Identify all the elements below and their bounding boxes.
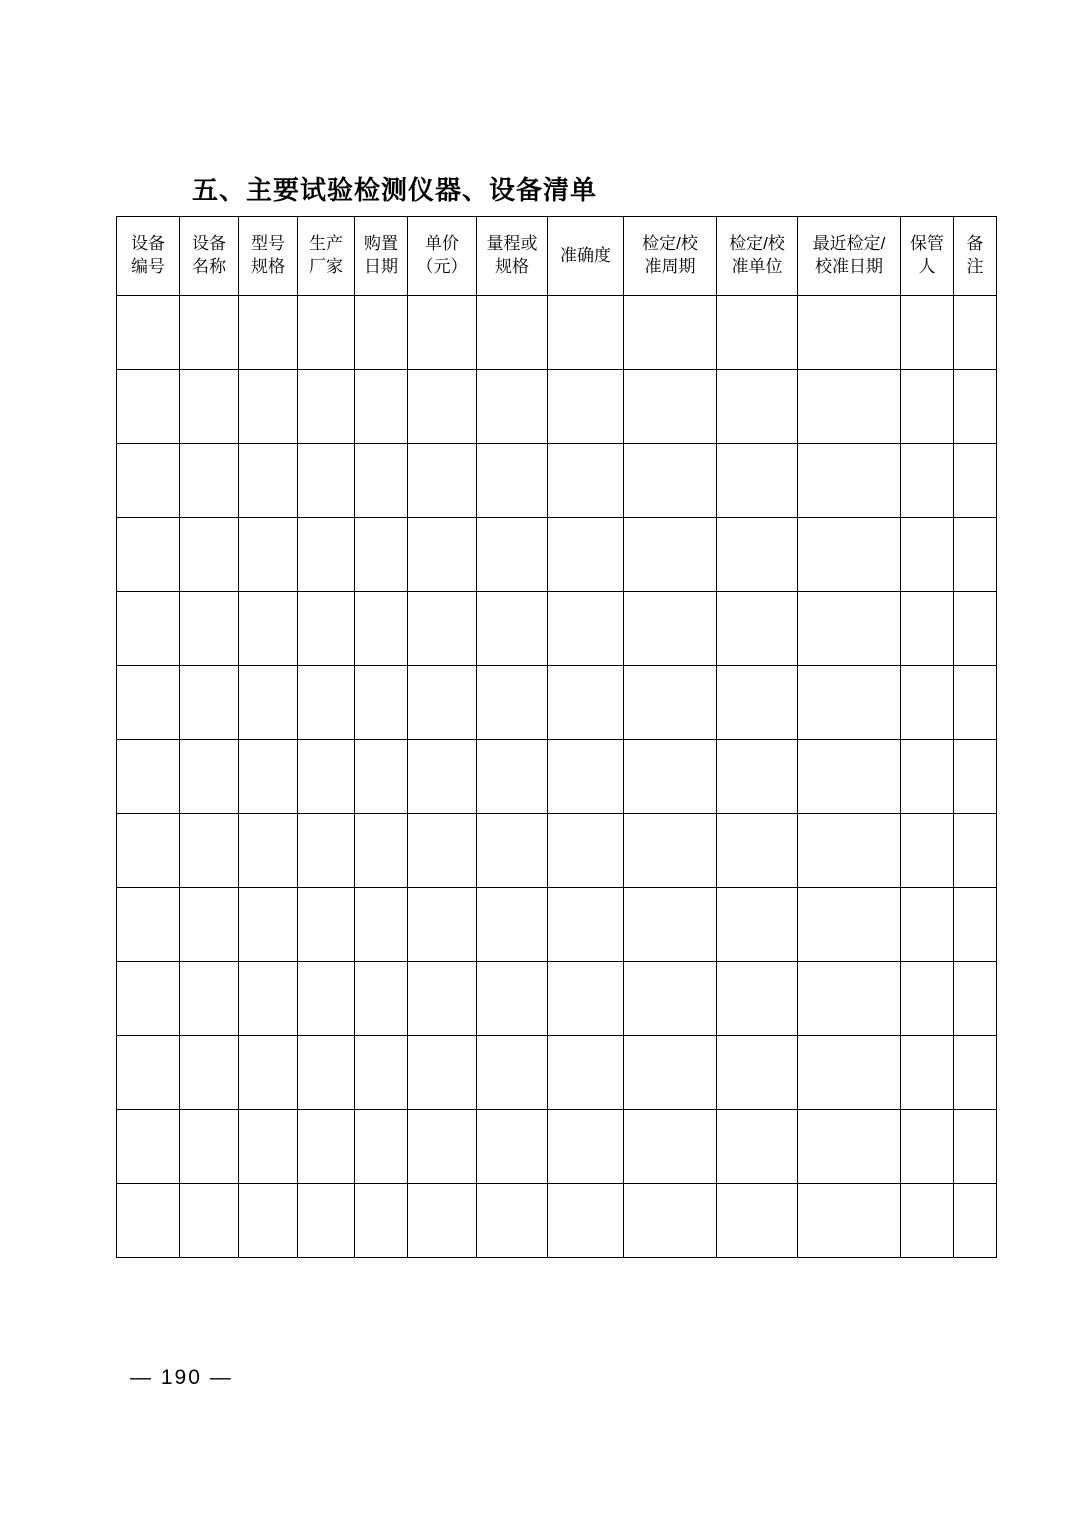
column-header-unit-price	[408, 217, 477, 296]
cell-last-calibration-date[interactable]	[798, 444, 901, 518]
cell-range-or-spec[interactable]	[477, 1110, 548, 1184]
cell-calibration-unit[interactable]	[717, 518, 798, 592]
cell-equipment-code[interactable]	[117, 962, 180, 1036]
cell-remarks[interactable]	[954, 444, 997, 518]
cell-calibration-unit[interactable]	[717, 814, 798, 888]
header-line-2: 人	[918, 257, 936, 276]
cell-unit-price[interactable]	[408, 370, 477, 444]
cell-calibration-unit[interactable]	[717, 888, 798, 962]
cell-custodian[interactable]	[901, 1036, 954, 1110]
cell-last-calibration-date[interactable]	[798, 296, 901, 370]
cell-remarks[interactable]	[954, 1184, 997, 1258]
cell-calibration-unit[interactable]	[717, 1036, 798, 1110]
cell-manufacturer[interactable]	[298, 592, 355, 666]
cell-last-calibration-date[interactable]	[798, 592, 901, 666]
cell-last-calibration-date[interactable]	[798, 740, 901, 814]
cell-custodian[interactable]	[901, 1110, 954, 1184]
cell-unit-price[interactable]	[408, 666, 477, 740]
cell-range-or-spec[interactable]	[477, 666, 548, 740]
cell-manufacturer[interactable]	[298, 444, 355, 518]
cell-equipment-name[interactable]	[180, 1184, 239, 1258]
cell-calibration-unit[interactable]	[717, 370, 798, 444]
cell-purchase-date[interactable]	[355, 518, 408, 592]
cell-unit-price[interactable]	[408, 592, 477, 666]
cell-purchase-date[interactable]	[355, 814, 408, 888]
cell-remarks[interactable]	[954, 518, 997, 592]
cell-accuracy[interactable]	[548, 1184, 624, 1258]
table-row	[117, 1110, 997, 1184]
cell-calibration-cycle[interactable]	[624, 1110, 717, 1184]
cell-accuracy[interactable]	[548, 814, 624, 888]
header-line-2: （元）	[416, 257, 468, 276]
cell-calibration-cycle[interactable]	[624, 1184, 717, 1258]
cell-purchase-date[interactable]	[355, 296, 408, 370]
cell-purchase-date[interactable]	[355, 888, 408, 962]
cell-last-calibration-date[interactable]	[798, 518, 901, 592]
cell-equipment-name[interactable]	[180, 592, 239, 666]
cell-purchase-date[interactable]	[355, 1036, 408, 1110]
header-line-1: 最近检定/	[812, 234, 886, 254]
cell-model-spec[interactable]	[239, 518, 298, 592]
header-line-1: 设备	[192, 234, 226, 254]
cell-equipment-code[interactable]	[117, 1110, 180, 1184]
cell-remarks[interactable]	[954, 370, 997, 444]
cell-model-spec[interactable]	[239, 296, 298, 370]
cell-accuracy[interactable]	[548, 740, 624, 814]
cell-remarks[interactable]	[954, 888, 997, 962]
cell-calibration-cycle[interactable]	[624, 1036, 717, 1110]
cell-equipment-name[interactable]	[180, 1110, 239, 1184]
cell-equipment-code[interactable]	[117, 814, 180, 888]
cell-model-spec[interactable]	[239, 740, 298, 814]
header-line-2: 准周期	[644, 257, 696, 276]
cell-calibration-cycle[interactable]	[624, 444, 717, 518]
cell-calibration-unit[interactable]	[717, 1184, 798, 1258]
cell-manufacturer[interactable]	[298, 1184, 355, 1258]
cell-equipment-code[interactable]	[117, 740, 180, 814]
cell-accuracy[interactable]	[548, 518, 624, 592]
cell-calibration-unit[interactable]	[717, 1110, 798, 1184]
cell-calibration-unit[interactable]	[717, 962, 798, 1036]
table-row	[117, 962, 997, 1036]
cell-accuracy[interactable]	[548, 1036, 624, 1110]
header-line-2: 准单位	[731, 257, 783, 276]
cell-accuracy[interactable]	[548, 962, 624, 1036]
cell-unit-price[interactable]	[408, 444, 477, 518]
cell-unit-price[interactable]	[408, 740, 477, 814]
column-header-range-or-spec	[477, 217, 548, 296]
cell-equipment-code[interactable]	[117, 666, 180, 740]
cell-last-calibration-date[interactable]	[798, 1184, 901, 1258]
header-line-2: 注	[966, 257, 984, 276]
cell-manufacturer[interactable]	[298, 888, 355, 962]
table-row	[117, 666, 997, 740]
cell-custodian[interactable]	[901, 444, 954, 518]
cell-calibration-cycle[interactable]	[624, 592, 717, 666]
cell-last-calibration-date[interactable]	[798, 666, 901, 740]
cell-unit-price[interactable]	[408, 814, 477, 888]
header-line-2: 厂家	[309, 257, 343, 276]
cell-unit-price[interactable]	[408, 1184, 477, 1258]
cell-custodian[interactable]	[901, 962, 954, 1036]
header-line-2: 规格	[495, 257, 529, 276]
cell-model-spec[interactable]	[239, 962, 298, 1036]
cell-custodian[interactable]	[901, 518, 954, 592]
cell-calibration-unit[interactable]	[717, 444, 798, 518]
cell-remarks[interactable]	[954, 1110, 997, 1184]
cell-equipment-name[interactable]	[180, 518, 239, 592]
header-line-1: 准确度	[560, 245, 611, 265]
cell-calibration-unit[interactable]	[717, 666, 798, 740]
cell-accuracy[interactable]	[548, 888, 624, 962]
column-header-equipment-code	[117, 217, 180, 296]
header-line-2: 规格	[251, 257, 285, 276]
cell-equipment-code[interactable]	[117, 296, 180, 370]
cell-range-or-spec[interactable]	[477, 1036, 548, 1110]
header-line-1: 设备	[131, 234, 165, 254]
cell-last-calibration-date[interactable]	[798, 962, 901, 1036]
table-row	[117, 592, 997, 666]
cell-equipment-name[interactable]	[180, 296, 239, 370]
header-line-1: 生产	[309, 234, 343, 254]
cell-calibration-cycle[interactable]	[624, 666, 717, 740]
cell-purchase-date[interactable]	[355, 1110, 408, 1184]
cell-model-spec[interactable]	[239, 444, 298, 518]
cell-model-spec[interactable]	[239, 1110, 298, 1184]
cell-unit-price[interactable]	[408, 518, 477, 592]
header-line-1: 备	[966, 234, 984, 254]
header-line-2: 编号	[131, 257, 165, 276]
cell-equipment-name[interactable]	[180, 740, 239, 814]
header-line-1: 检定/校	[729, 234, 785, 254]
header-line-1: 购置	[364, 234, 398, 254]
cell-equipment-code[interactable]	[117, 888, 180, 962]
cell-model-spec[interactable]	[239, 666, 298, 740]
table-row	[117, 1184, 997, 1258]
cell-range-or-spec[interactable]	[477, 740, 548, 814]
cell-accuracy[interactable]	[548, 370, 624, 444]
cell-range-or-spec[interactable]	[477, 592, 548, 666]
cell-last-calibration-date[interactable]	[798, 814, 901, 888]
cell-unit-price[interactable]	[408, 962, 477, 1036]
cell-equipment-name[interactable]	[180, 370, 239, 444]
cell-range-or-spec[interactable]	[477, 888, 548, 962]
cell-manufacturer[interactable]	[298, 1036, 355, 1110]
cell-remarks[interactable]	[954, 666, 997, 740]
cell-calibration-cycle[interactable]	[624, 962, 717, 1036]
cell-calibration-unit[interactable]	[717, 592, 798, 666]
table-row	[117, 444, 997, 518]
column-header-calibration-cycle	[624, 217, 717, 296]
cell-model-spec[interactable]	[239, 592, 298, 666]
cell-range-or-spec[interactable]	[477, 518, 548, 592]
cell-equipment-name[interactable]	[180, 962, 239, 1036]
cell-remarks[interactable]	[954, 296, 997, 370]
cell-equipment-name[interactable]	[180, 888, 239, 962]
header-line-1: 单价	[425, 234, 459, 254]
cell-last-calibration-date[interactable]	[798, 370, 901, 444]
cell-accuracy[interactable]	[548, 296, 624, 370]
cell-manufacturer[interactable]	[298, 296, 355, 370]
cell-model-spec[interactable]	[239, 888, 298, 962]
cell-accuracy[interactable]	[548, 1110, 624, 1184]
cell-custodian[interactable]	[901, 666, 954, 740]
equipment-inventory-table	[116, 216, 997, 1258]
table-row	[117, 888, 997, 962]
cell-remarks[interactable]	[954, 814, 997, 888]
column-header-calibration-unit	[717, 217, 798, 296]
cell-custodian[interactable]	[901, 814, 954, 888]
cell-calibration-cycle[interactable]	[624, 740, 717, 814]
cell-unit-price[interactable]	[408, 296, 477, 370]
cell-manufacturer[interactable]	[298, 1110, 355, 1184]
cell-purchase-date[interactable]	[355, 1184, 408, 1258]
cell-manufacturer[interactable]	[298, 370, 355, 444]
cell-manufacturer[interactable]	[298, 740, 355, 814]
cell-remarks[interactable]	[954, 1036, 997, 1110]
cell-equipment-name[interactable]	[180, 814, 239, 888]
cell-calibration-cycle[interactable]	[624, 370, 717, 444]
header-line-2: 名称	[192, 257, 226, 276]
cell-calibration-cycle[interactable]	[624, 518, 717, 592]
cell-custodian[interactable]	[901, 1184, 954, 1258]
cell-range-or-spec[interactable]	[477, 1184, 548, 1258]
cell-model-spec[interactable]	[239, 370, 298, 444]
cell-purchase-date[interactable]	[355, 962, 408, 1036]
cell-equipment-code[interactable]	[117, 1184, 180, 1258]
cell-range-or-spec[interactable]	[477, 814, 548, 888]
cell-range-or-spec[interactable]	[477, 296, 548, 370]
cell-custodian[interactable]	[901, 296, 954, 370]
cell-unit-price[interactable]	[408, 1110, 477, 1184]
cell-equipment-name[interactable]	[180, 666, 239, 740]
cell-model-spec[interactable]	[239, 1036, 298, 1110]
cell-unit-price[interactable]	[408, 888, 477, 962]
table-row	[117, 740, 997, 814]
cell-equipment-code[interactable]	[117, 518, 180, 592]
cell-purchase-date[interactable]	[355, 592, 408, 666]
header-line-1: 保管	[910, 234, 944, 254]
cell-purchase-date[interactable]	[355, 666, 408, 740]
header-line-1: 型号	[251, 234, 285, 254]
cell-purchase-date[interactable]	[355, 444, 408, 518]
column-header-manufacturer	[298, 217, 355, 296]
cell-accuracy[interactable]	[548, 666, 624, 740]
cell-accuracy[interactable]	[548, 444, 624, 518]
header-line-1: 量程或	[486, 234, 538, 254]
cell-calibration-unit[interactable]	[717, 740, 798, 814]
cell-range-or-spec[interactable]	[477, 444, 548, 518]
cell-remarks[interactable]	[954, 592, 997, 666]
cell-manufacturer[interactable]	[298, 518, 355, 592]
cell-calibration-cycle[interactable]	[624, 296, 717, 370]
cell-last-calibration-date[interactable]	[798, 1036, 901, 1110]
page-number: — 190 —	[130, 1366, 233, 1389]
cell-manufacturer[interactable]	[298, 962, 355, 1036]
cell-calibration-cycle[interactable]	[624, 888, 717, 962]
cell-custodian[interactable]	[901, 592, 954, 666]
cell-custodian[interactable]	[901, 740, 954, 814]
cell-last-calibration-date[interactable]	[798, 1110, 901, 1184]
cell-range-or-spec[interactable]	[477, 962, 548, 1036]
header-line-2: 校准日期	[815, 257, 883, 276]
column-header-last-calibration-date	[798, 217, 901, 296]
cell-model-spec[interactable]	[239, 814, 298, 888]
cell-equipment-code[interactable]	[117, 444, 180, 518]
table-header-row	[117, 217, 997, 296]
cell-manufacturer[interactable]	[298, 666, 355, 740]
table-row	[117, 296, 997, 370]
table-row	[117, 518, 997, 592]
cell-calibration-unit[interactable]	[717, 296, 798, 370]
cell-remarks[interactable]	[954, 962, 997, 1036]
column-header-purchase-date	[355, 217, 408, 296]
cell-purchase-date[interactable]	[355, 370, 408, 444]
cell-purchase-date[interactable]	[355, 740, 408, 814]
cell-remarks[interactable]	[954, 740, 997, 814]
table-row	[117, 370, 997, 444]
cell-custodian[interactable]	[901, 888, 954, 962]
header-line-1: 检定/校	[642, 234, 698, 254]
page-title: 五、主要试验检测仪器、设备清单	[192, 175, 598, 205]
table-body	[117, 296, 997, 1258]
cell-equipment-code[interactable]	[117, 1036, 180, 1110]
column-header-custodian	[901, 217, 954, 296]
header-line-2: 日期	[364, 257, 398, 276]
table-row	[117, 814, 997, 888]
cell-calibration-cycle[interactable]	[624, 814, 717, 888]
cell-equipment-name[interactable]	[180, 444, 239, 518]
table-row	[117, 1036, 997, 1110]
column-header-equipment-name	[180, 217, 239, 296]
cell-equipment-name[interactable]	[180, 1036, 239, 1110]
cell-custodian[interactable]	[901, 370, 954, 444]
column-header-accuracy	[548, 217, 624, 296]
cell-last-calibration-date[interactable]	[798, 888, 901, 962]
cell-range-or-spec[interactable]	[477, 370, 548, 444]
table-header	[117, 217, 997, 296]
cell-manufacturer[interactable]	[298, 814, 355, 888]
cell-accuracy[interactable]	[548, 592, 624, 666]
cell-model-spec[interactable]	[239, 1184, 298, 1258]
cell-equipment-code[interactable]	[117, 592, 180, 666]
column-header-model-spec	[239, 217, 298, 296]
column-header-remarks	[954, 217, 997, 296]
cell-unit-price[interactable]	[408, 1036, 477, 1110]
cell-equipment-code[interactable]	[117, 370, 180, 444]
